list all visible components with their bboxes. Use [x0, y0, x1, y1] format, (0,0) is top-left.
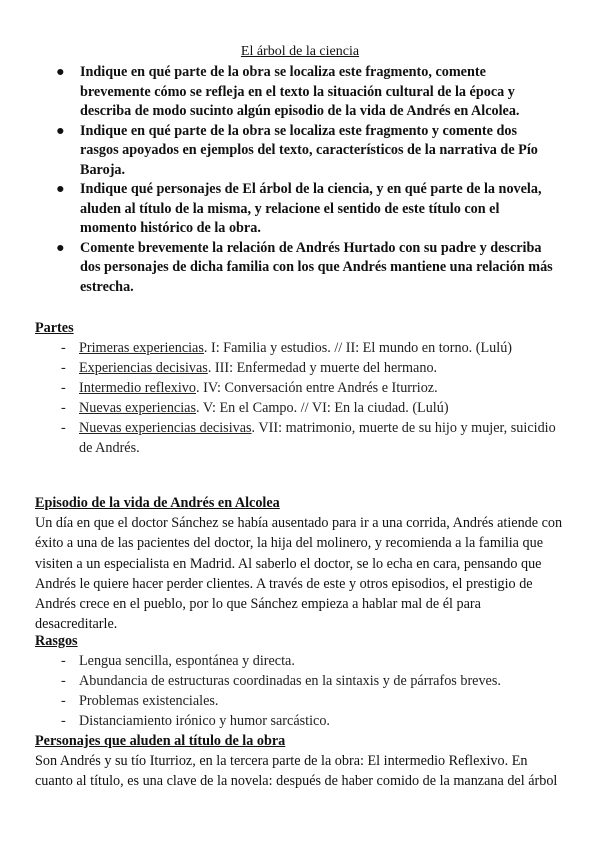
question-item: ● Indique en qué parte de la obra se localiza este fragmento, comente brevemente cómo se refleja en el texto la situación cultural de la época y describa de modo sucinto algún episodio de la vida de Andrés en Alcolea. — [56, 64, 520, 119]
question-item: ● Indique en qué parte de la obra se localiza este fragmento y comente dos rasgos apoyados en ejemplos del texto, característicos de la narrativa de Pío Baroja. — [56, 122, 538, 178]
bullet-icon: ● — [56, 239, 65, 256]
rasgos-list — [35, 651, 565, 731]
rasgo-item: - Abundancia de estructuras coordinadas en la sintaxis y de párrafos breves. — [61, 673, 501, 689]
question-item: ● Comente brevemente la relación de Andrés Hurtado con su padre y describa dos personajes de dicha familia con los que Andrés mantiene una relación más estrecha. — [56, 239, 553, 295]
parte-item: - Primeras experiencias. I: Familia y estudios. // II: El mundo en torno. (Lulú) — [61, 340, 513, 356]
partes-heading: Partes — [35, 320, 74, 336]
personajes-paragraph: Son Andrés y su tío Iturrioz, en la tercera parte de la obra: El intermedio Reflexivo. En cuanto al título, es una clave de la novela: después de haber comido de la manzana del árbol — [35, 753, 558, 790]
parte-item: - Nuevas experiencias. V: En el Campo. // VI: En la ciudad. (Lulú) — [61, 400, 449, 416]
parte-item: - Nuevas experiencias decisivas. VII: matrimonio, muerte de su hijo y mujer, suicidio de Andrés. — [61, 420, 556, 456]
partes-list — [35, 338, 565, 458]
episodio-heading: Episodio de la vida de Andrés en Alcolea — [35, 495, 280, 511]
rasgo-item: - Problemas existenciales. — [61, 693, 219, 709]
question-item: ● Indique qué personajes de El árbol de la ciencia, y en qué parte de la novela, aluden al título de la misma, y relacione el sentido de este título con el momento histórico de la obra. — [56, 181, 542, 236]
parte-item: - Intermedio reflexivo. IV: Conversación entre Andrés e Iturrioz. — [61, 380, 438, 396]
rasgo-item: - Lengua sencilla, espontánea y directa. — [61, 653, 295, 669]
personajes-heading: Personajes que aluden al título de la obra — [35, 733, 286, 749]
rasgos-section — [35, 631, 565, 792]
partes-section — [35, 318, 565, 458]
rasgo-item: - Distanciamiento irónico y humor sarcástico. — [61, 713, 330, 729]
bullet-icon: ● — [56, 122, 65, 139]
episodio-section — [35, 493, 565, 635]
bullet-icon: ● — [56, 181, 65, 197]
question-list — [56, 63, 556, 297]
parte-item: - Experiencias decisivas. III: Enfermedad y muerte del hermano. — [61, 360, 438, 376]
episodio-paragraph: Un día en que el doctor Sánchez se había ausentado para ir a una corrida, Andrés atiende con éxito a una de las pacientes del doctor, la hija del molinero, y recomienda a la familia que visiten a un especialista en Madrid. Al saberlo el doctor, se lo echa en cara, pensando que Andrés le quiere hacer perder clientes. A través de este y otros episodios, el prestigio de Andrés crece en el pueblo, por lo que Sánchez empieza a hablar mal de él para desacreditarle. — [35, 515, 563, 633]
document-title: El árbol de la ciencia — [240, 44, 360, 59]
bullet-icon: ● — [56, 64, 65, 80]
rasgos-heading: Rasgos — [35, 633, 78, 649]
